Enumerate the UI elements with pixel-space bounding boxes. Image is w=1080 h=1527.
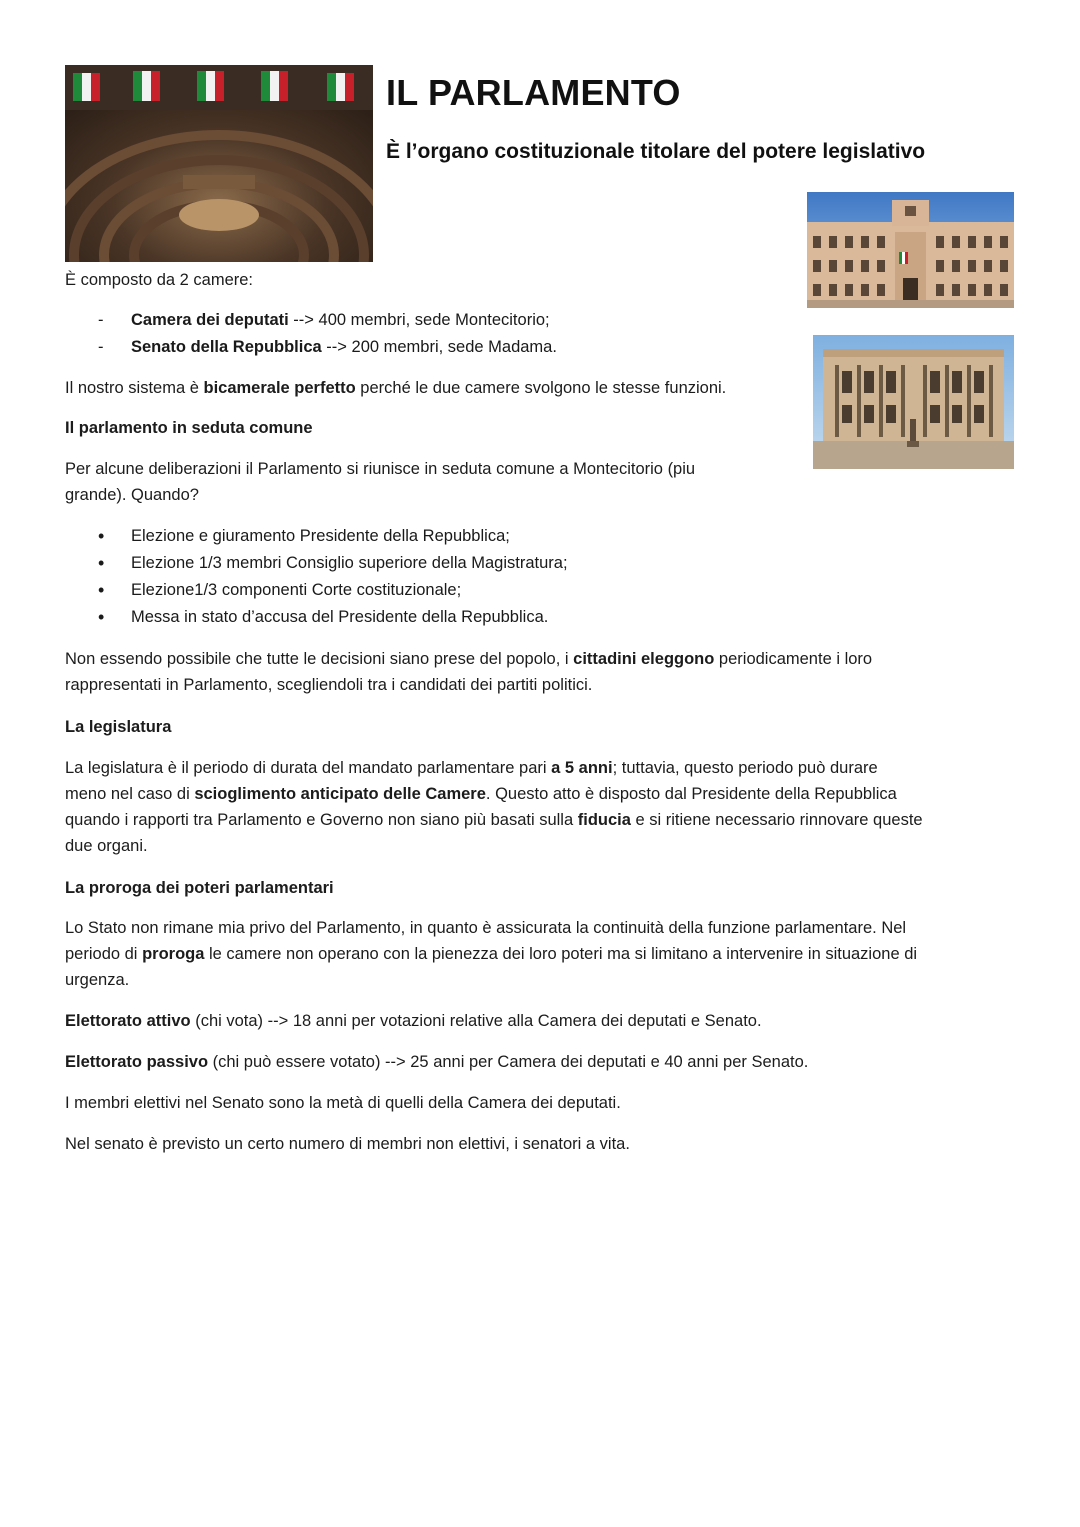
legislatura-line3 (65, 807, 923, 833)
chamber-name: Senato della Repubblica (131, 338, 322, 356)
proroga-line1: Lo Stato non rimane mia privo del Parlamento, in quanto è assicurata la continuità della funzione parlamentare. Nel (65, 919, 907, 937)
section-heading-legislatura: La legislatura (65, 718, 172, 736)
list-item: • Elezione 1/3 membri Consiglio superiore della Magistratura; (65, 550, 568, 577)
bold-term: cittadini eleggono (573, 650, 715, 668)
parliament-chamber-photo (65, 65, 373, 262)
proroga-line2 (65, 941, 917, 967)
list-item: • Messa in stato d’accusa del Presidente della Repubblica. (65, 604, 568, 631)
citizens-line1 (65, 646, 872, 672)
membri-elettivi: I membri elettivi nel Senato sono la metà di quelli della Camera dei deputati. (65, 1094, 621, 1112)
text-span: periodo di (65, 945, 143, 963)
text-span: Il nostro sistema è (65, 379, 204, 397)
text-span: Non essendo possibile che tutte le decisioni siano prese del popolo, i (65, 650, 574, 668)
legislatura-line4: due organi. (65, 837, 148, 855)
chamber-name: Camera dei deputati (131, 311, 289, 329)
bicameral-paragraph (65, 375, 726, 401)
palazzo-montecitorio-photo (807, 192, 1014, 308)
text-span: periodicamente i loro (714, 650, 873, 668)
section-heading-seduta-comune: Il parlamento in seduta comune (65, 419, 313, 437)
list-item (65, 307, 557, 334)
seduta-comune-list (65, 523, 568, 631)
composition-intro: È composto da 2 camere: (65, 271, 254, 289)
seduta-comune-text-line1: Per alcune deliberazioni il Parlamento si riunisce in seduta comune a Montecitorio (piu (65, 460, 696, 478)
bold-term: a 5 anni (551, 759, 613, 777)
bold-term: fiducia (577, 811, 631, 829)
list-item: • Elezione1/3 componenti Corte costituzionale; (65, 577, 568, 604)
text-span: (chi vota) --> 18 anni per votazioni relative alla Camera dei deputati e Senato. (190, 1012, 762, 1030)
palazzo-madama-photo (813, 335, 1014, 469)
legislatura-line1 (65, 755, 878, 781)
bold-term: Elettorato passivo (65, 1053, 209, 1071)
elettorato-passivo (65, 1049, 808, 1075)
list-item: • Elezione e giuramento Presidente della Repubblica; (65, 523, 568, 550)
text-span: perché le due camere svolgono le stesse funzioni. (355, 379, 727, 397)
bold-term: Elettorato attivo (65, 1012, 191, 1030)
list-item (65, 334, 557, 361)
chamber-detail: --> 400 membri, sede Montecitorio; (288, 311, 550, 329)
page-title: IL PARLAMENTO (386, 72, 681, 113)
text-span: . Questo atto è disposto dal Presidente della Repubblica (485, 785, 897, 803)
text-span: quando i rapporti tra Parlamento e Governo non siano più basati sulla (65, 811, 578, 829)
chamber-detail: --> 200 membri, sede Madama. (321, 338, 557, 356)
page-subtitle: È l’organo costituzionale titolare del potere legislativo (386, 140, 926, 163)
text-span: ; tuttavia, questo periodo può durare (612, 759, 878, 777)
elettorato-attivo (65, 1008, 762, 1034)
bold-term: proroga (142, 945, 205, 963)
text-span: meno nel caso di (65, 785, 195, 803)
text-span: (chi può essere votato) --> 25 anni per Camera dei deputati e 40 anni per Senato. (208, 1053, 809, 1071)
chambers-list (65, 307, 557, 361)
text-span: le camere non operano con la pienezza dei loro poteri ma si limitano a intervenire in situazione di (204, 945, 918, 963)
seduta-comune-text-line2: grande). Quando? (65, 486, 199, 504)
text-span: La legislatura è il periodo di durata del mandato parlamentare pari (65, 759, 552, 777)
citizens-line2: rappresentati in Parlamento, scegliendoli tra i candidati dei partiti politici. (65, 676, 593, 694)
text-span: e si ritiene necessario rinnovare queste (630, 811, 923, 829)
bold-term: scioglimento anticipato delle Camere (194, 785, 486, 803)
bold-term: bicamerale perfetto (203, 379, 356, 397)
legislatura-line2 (65, 781, 897, 807)
section-heading-proroga: La proroga dei poteri parlamentari (65, 879, 334, 897)
proroga-line3: urgenza. (65, 971, 130, 989)
senatori-a-vita: Nel senato è previsto un certo numero di membri non elettivi, i senatori a vita. (65, 1135, 630, 1153)
